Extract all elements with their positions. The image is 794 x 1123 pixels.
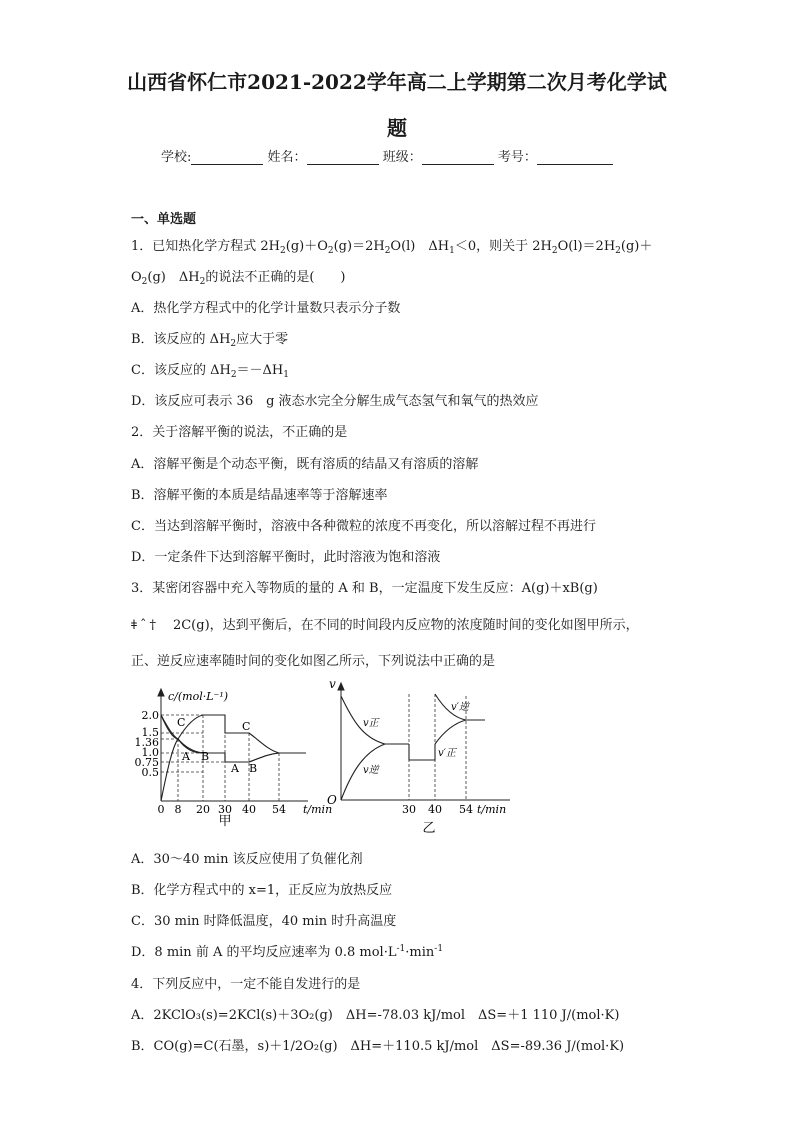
q2-option-d: D．一定条件下达到溶解平衡时，此时溶液为饱和溶液 <box>131 550 441 565</box>
q1-sub: 1 <box>283 370 290 380</box>
x-axis-label: t/min <box>303 803 333 816</box>
q3-option-a: A．30～40 min 该反应使用了负催化剂 <box>131 852 363 867</box>
y-axis-label: v <box>329 677 336 691</box>
q1-text: (g) ΔH <box>147 270 200 285</box>
label-v-reverse-prime: v′逆 <box>451 702 469 713</box>
q3-stem: 3．某密闭容器中充入等物质的量的 A 和 B，一定温度下发生反应：A(g)＋xB(g) <box>131 581 598 596</box>
q3-text: 2C(g)，达到平衡后，在不同的时间段内反应物的浓度随时间的变化如图甲所示， <box>172 618 639 633</box>
origin-label: O <box>327 793 337 807</box>
x-tick: 20 <box>196 803 210 816</box>
x-tick: 40 <box>242 803 256 816</box>
curve-v-forward-prime <box>435 720 466 744</box>
school-label: 学校: <box>161 150 192 165</box>
q1-b-text: B．该反应的 ΔH <box>131 332 231 347</box>
equilibrium-arrow-glyph: ǂˆ† <box>131 618 159 633</box>
series-label-a: A <box>182 750 190 763</box>
q1-sub: 2 <box>384 246 391 256</box>
section-heading: 一、单选题 <box>131 212 197 227</box>
q2-option-b: B．溶解平衡的本质是结晶速率等于溶解速率 <box>131 488 388 503</box>
q3-d-text: D．8 min 前 A 的平均反应速率为 0.8 mol·L <box>131 945 397 960</box>
series-label-c: C <box>177 716 186 729</box>
name-label: 姓名： <box>267 150 307 165</box>
x-tick: 54 <box>272 803 286 816</box>
q1-option-a: A．热化学方程式中的化学计量数只表示分子数 <box>131 301 401 316</box>
y-tick: 1.5 <box>141 726 159 739</box>
q1-sub: 2 <box>615 246 621 256</box>
y-axis-arrow <box>158 689 164 696</box>
exam-no-field[interactable] <box>537 151 613 165</box>
q1-text: (g)＝2H <box>333 239 385 254</box>
q1-c-text: C．该反应的 ΔH <box>131 363 231 378</box>
q1-option-d: D．该反应可表示 36 g 液态水完全分解生成气态氢气和氧气的热效应 <box>131 394 539 409</box>
q1-text: O(l) ΔH <box>390 239 450 254</box>
x-tick: 40 <box>428 803 442 816</box>
x-tick: 30 <box>402 803 416 816</box>
q1-text: ＜0，则关于 2H <box>454 239 552 254</box>
series-label-c2: C <box>242 720 251 733</box>
q2-stem: 2．关于溶解平衡的说法，不正确的是 <box>131 425 348 440</box>
y-axis-label: c/(mol·L⁻¹) <box>168 690 229 703</box>
series-label-b: B <box>201 750 210 763</box>
x-tick: 54 <box>459 803 473 816</box>
y-tick: 0.5 <box>141 766 159 779</box>
q3-option-c: C．30 min 时降低温度，40 min 时升高温度 <box>131 914 397 929</box>
y-tick: 1.0 <box>141 746 159 759</box>
q1-sub: 1 <box>449 246 455 256</box>
x-axis-label: t/min <box>477 803 507 816</box>
exam-no-label: 考号： <box>497 150 537 165</box>
label-v-reverse: v逆 <box>363 765 379 776</box>
q1-text: (g)＋ <box>620 239 653 254</box>
q1-sub: 2 <box>551 246 558 256</box>
figure-jia <box>128 686 333 829</box>
curve-shift <box>409 744 435 760</box>
x-tick: 8 <box>174 803 182 816</box>
q3-d-sup: -1 <box>396 944 406 954</box>
q1-text: 的说法不正确的是( ) <box>205 270 346 285</box>
y-axis-arrow <box>338 683 344 690</box>
q1-option-b <box>131 328 288 347</box>
q3-option-b: B．化学方程式中的 x=1，正反应为放热反应 <box>131 883 393 898</box>
y-tick: 2.0 <box>141 709 159 722</box>
q1-sub: 2 <box>230 370 237 380</box>
page-title-cont: 题 <box>387 116 407 140</box>
school-field[interactable] <box>191 151 263 165</box>
figure-yi <box>325 676 525 836</box>
q3-d-text: ·min <box>405 945 435 960</box>
y-tick: 0.75 <box>134 756 159 769</box>
q1-text: O <box>131 270 142 285</box>
class-label: 班级： <box>382 150 422 165</box>
q1-text: (g)＋O <box>285 239 328 254</box>
name-field[interactable] <box>307 151 379 165</box>
q4-stem: 4．下列反应中，一定不能自发进行的是 <box>131 977 361 992</box>
series-label-a2: A <box>231 762 239 775</box>
q1-text: O(l)＝2H <box>557 239 616 254</box>
q1-stem <box>131 235 652 254</box>
q3-d-sup: -1 <box>434 944 444 954</box>
label-v-forward: v正 <box>363 718 379 729</box>
class-field[interactable] <box>422 151 494 165</box>
q2-option-a: A．溶解平衡是个动态平衡，既有溶质的结晶又有溶质的溶解 <box>131 457 479 472</box>
q1-sub: 2 <box>199 277 206 287</box>
q2-option-c: C．当达到溶解平衡时，溶液中各种微粒的浓度不再变化，所以溶解过程不再进行 <box>131 519 596 534</box>
q1-option-c <box>131 359 289 378</box>
y-tick: 1.36 <box>134 736 159 749</box>
x-tick: 30 <box>218 803 232 816</box>
figure-caption-yi: 乙 <box>422 821 436 836</box>
q4-option-a: A．2KClO₃(s)=2KCl(s)＋3O₂(g) ΔH=-78.03 kJ/mol ΔS=＋1 110 J/(mol·K) <box>131 1008 620 1023</box>
page-title: 山西省怀仁市2021-2022学年高二上学期第二次月考化学试 <box>127 70 667 94</box>
series-label-b2: B <box>249 762 258 775</box>
q1-sub: 2 <box>230 339 237 349</box>
q3-option-d <box>131 941 443 960</box>
q1-sub: 2 <box>327 246 334 256</box>
figure-caption-jia: 甲 <box>218 814 232 829</box>
q1-b-text: 应大于零 <box>236 332 289 347</box>
q1-text: 1．已知热化学方程式 2H <box>131 239 281 254</box>
q1-sub: 2 <box>280 246 286 256</box>
q1-c-text: ＝－ΔH <box>236 363 284 378</box>
q3-stem-cont <box>131 614 639 633</box>
label-v-forward-prime: v′正 <box>438 748 456 759</box>
q3-stem-cont2: 正、逆反应速率随时间的变化如图乙所示，下列说法中正确的是 <box>131 654 496 669</box>
x-tick: 0 <box>157 803 165 816</box>
q4-option-b: B．CO(g)=C(石墨，s)＋1/2O₂(g) ΔH=＋110.5 kJ/mol ΔS=-89.36 J/(mol·K) <box>131 1039 625 1054</box>
q1-stem-cont <box>131 266 346 285</box>
student-info-line <box>161 146 613 165</box>
q1-sub: 2 <box>141 277 148 287</box>
